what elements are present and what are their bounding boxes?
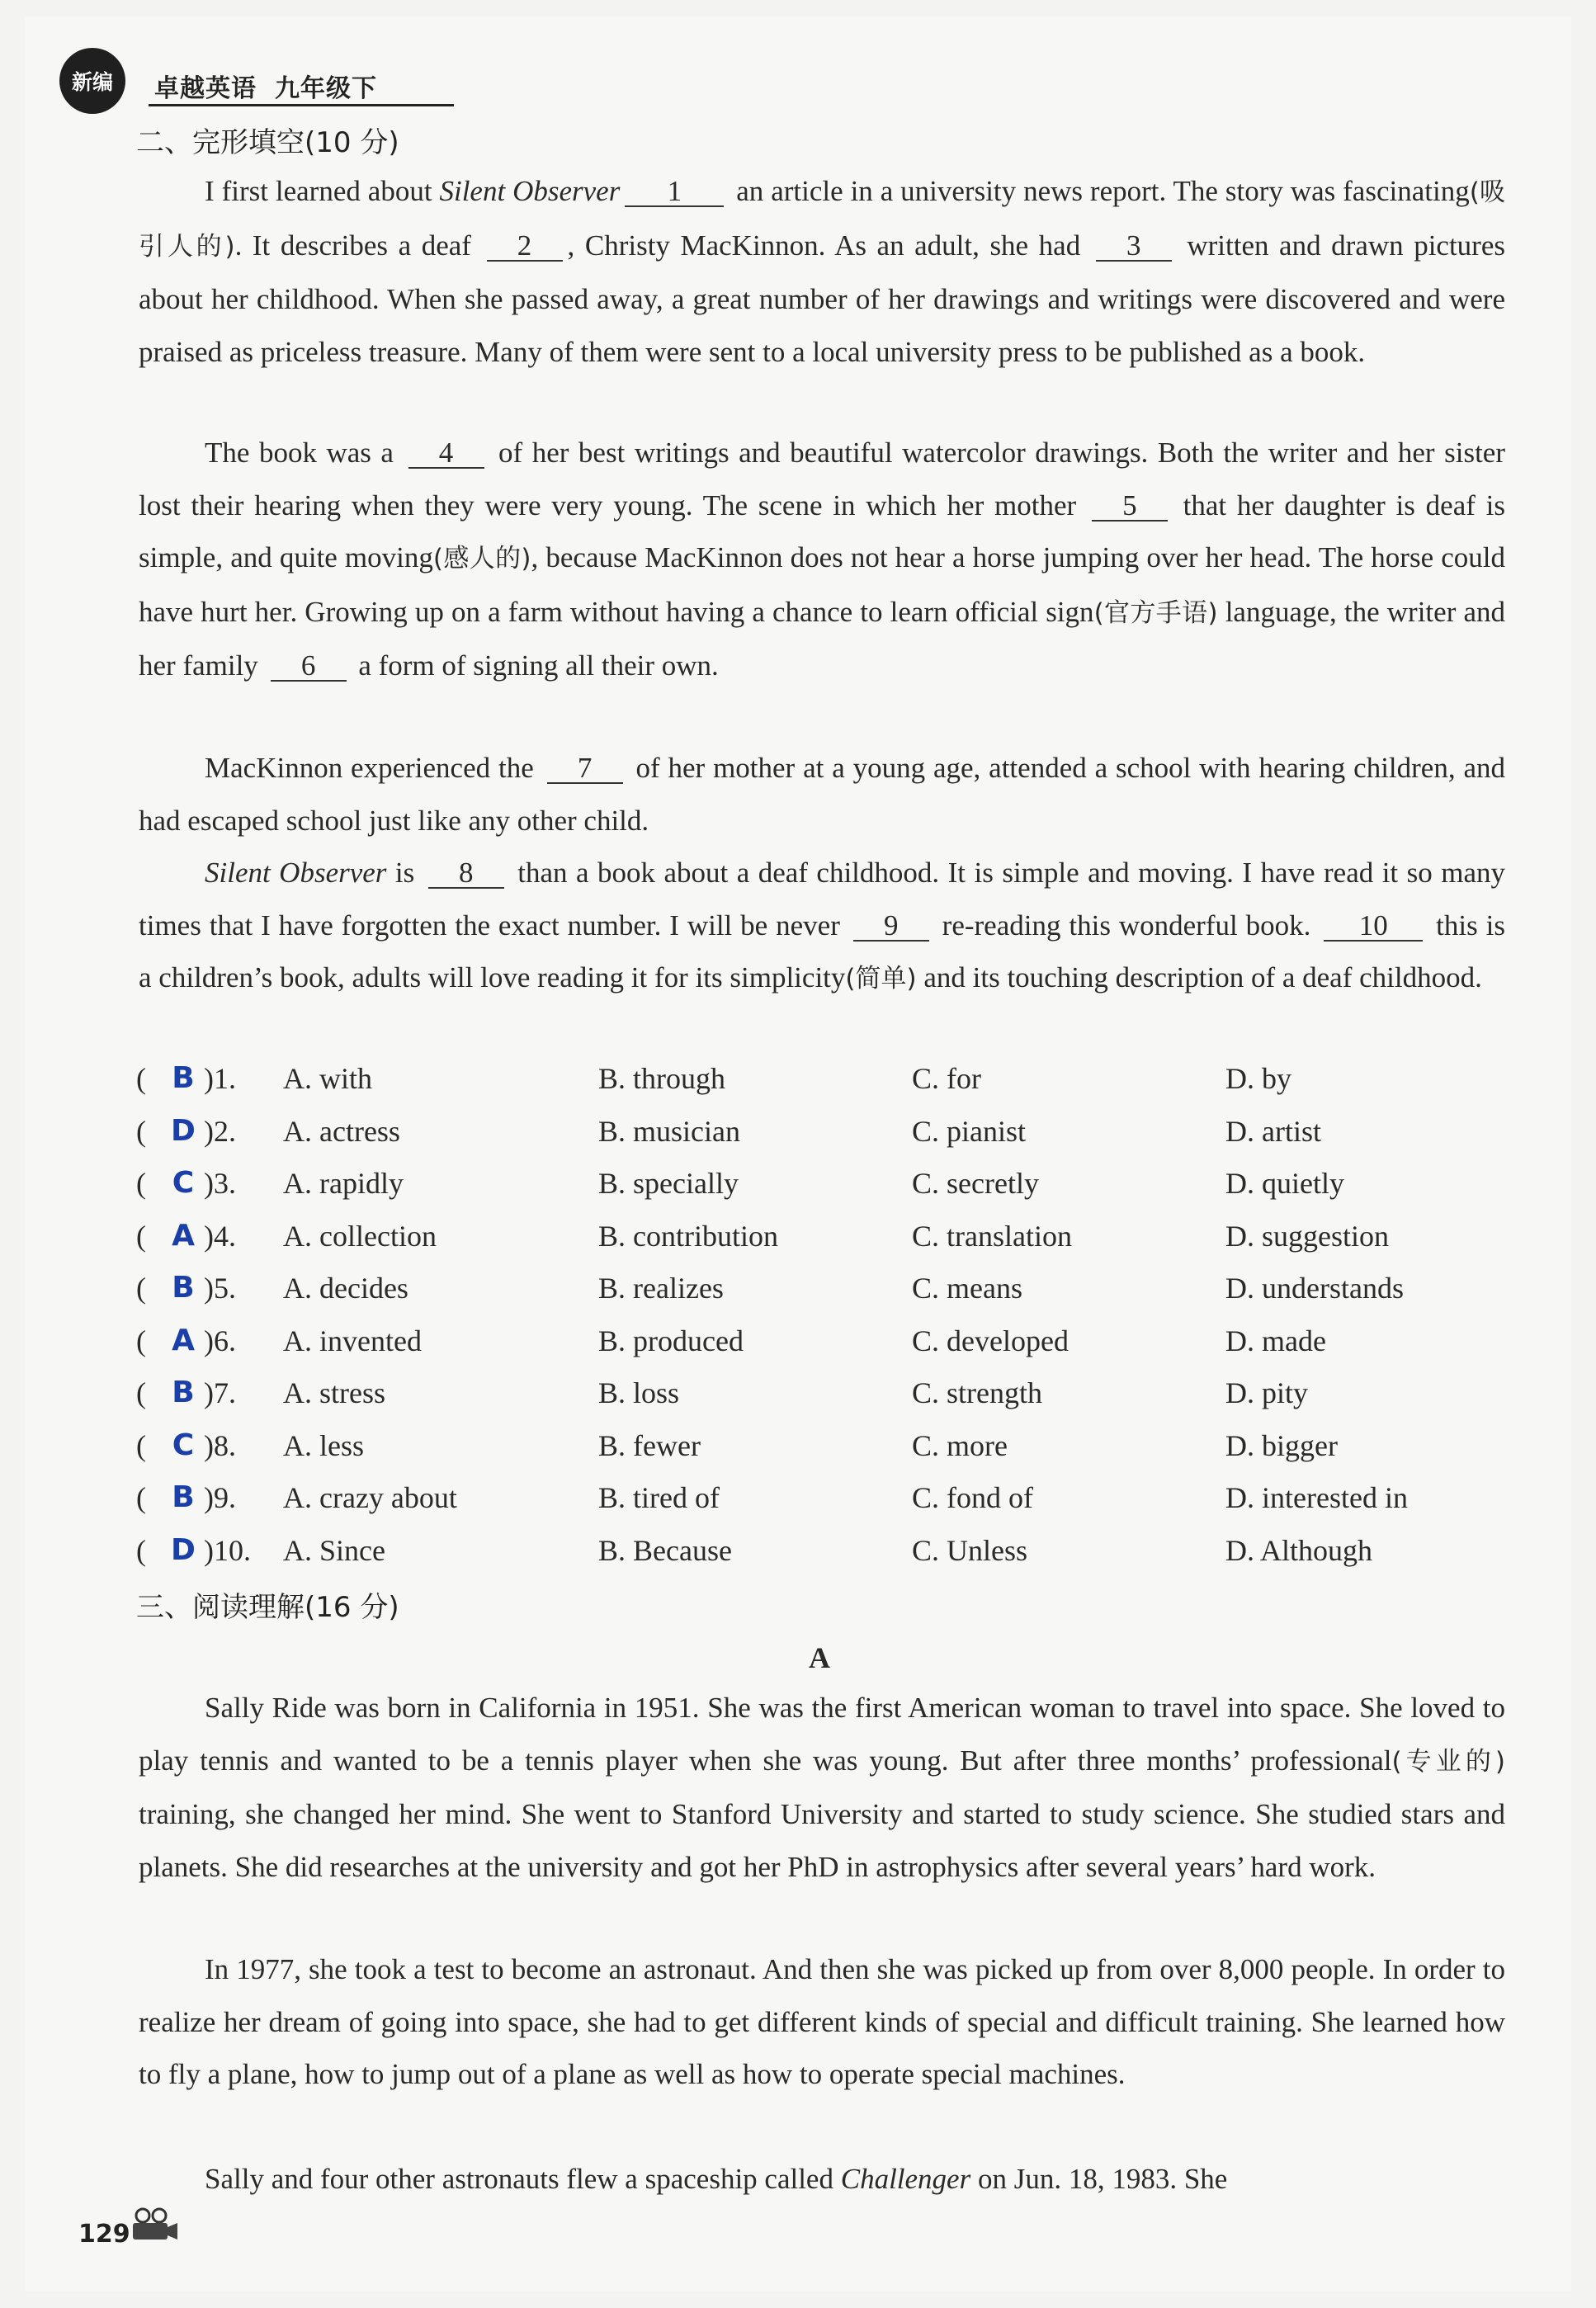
blank-9[interactable]: 9: [853, 912, 929, 942]
choice-d[interactable]: D. interested in: [1225, 1481, 1408, 1514]
choice-d[interactable]: D. quietly: [1225, 1167, 1344, 1200]
choice-b[interactable]: B. specially: [598, 1167, 739, 1200]
choice-b[interactable]: B. fewer: [598, 1428, 701, 1462]
choice-d[interactable]: D. understands: [1225, 1272, 1404, 1305]
choice-a[interactable]: A. invented: [283, 1324, 422, 1357]
choice-a[interactable]: A. actress: [283, 1114, 400, 1148]
choice-a[interactable]: A. with: [283, 1062, 372, 1095]
grade-label: 九年级下: [275, 74, 377, 103]
blank-7[interactable]: 7: [547, 754, 623, 784]
choice-c[interactable]: C. secretly: [912, 1167, 1039, 1200]
film-camera-icon: [128, 2207, 179, 2242]
section-title-cloze: 二、完形填空(10 分): [136, 126, 399, 159]
choice-a[interactable]: A. crazy about: [283, 1481, 457, 1514]
choice-c[interactable]: C. Unless: [912, 1533, 1028, 1567]
answer-mark[interactable]: B: [172, 1061, 195, 1095]
answer-mark[interactable]: C: [172, 1166, 195, 1200]
option-row: ( B )7. A. stress B. loss C. strength D. pity: [136, 1376, 1309, 1409]
choice-d[interactable]: D. made: [1225, 1324, 1326, 1357]
choice-c[interactable]: C. fond of: [912, 1481, 1033, 1514]
choice-d[interactable]: D. bigger: [1225, 1428, 1338, 1462]
choice-a[interactable]: A. Since: [283, 1533, 385, 1567]
series-logo: 新编: [59, 48, 125, 114]
choice-b[interactable]: B. loss: [598, 1376, 680, 1409]
blank-10[interactable]: 10: [1324, 912, 1423, 942]
blank-6[interactable]: 6: [271, 652, 347, 682]
option-row: ( A )4. A. collection B. contribution C. translation D. suggestion: [136, 1218, 1389, 1253]
choice-d[interactable]: D. by: [1225, 1062, 1291, 1095]
choice-c[interactable]: C. developed: [912, 1324, 1069, 1357]
answer-mark[interactable]: B: [172, 1480, 195, 1514]
page-header: [59, 48, 406, 114]
cloze-options: [136, 1056, 1539, 1580]
book-title: 卓越英语 九年级下: [154, 74, 377, 103]
answer-mark[interactable]: C: [172, 1428, 195, 1462]
blank-4[interactable]: 4: [408, 439, 484, 469]
page-number: 129: [78, 2220, 130, 2249]
cloze-paragraph-1: I first learned about Silent Observer 1 an article in a university news report. The story was fascinating(吸引人的). It describes a deaf 2 , Christy MacKinnon. As an adult, she had 3 written and drawn pictures about her childhood. When she passed away, a great number of her drawings and writings were discovered and were praised as priceless treasure. Many of them were sent to a local university press to be published as a book.: [139, 175, 1505, 368]
cloze-paragraph-4: Silent Observer is 8 than a book about a deaf childhood. It is simple and moving. I have read it so many times that I have forgotten the exact number. I will be never 9 re-reading this wonderful book. 10 this is a children’s book, adults will love reading it for its simplicity(简单) and its touching description of a deaf childhood.: [139, 857, 1505, 994]
choice-c[interactable]: C. for: [912, 1062, 981, 1095]
choice-c[interactable]: C. strength: [912, 1376, 1042, 1409]
blank-8[interactable]: 8: [428, 859, 504, 889]
cloze-paragraph-2: The book was a 4 of her best writings and beautiful watercolor drawings. Both the writer and her sister lost their hearing when they were very young. The scene in which her mother 5 that her daughter is deaf is simple, and quite moving(感人的), because MacKinnon does not hear a horse jumping over her head. The horse could have hurt her. Growing up on a farm without having a chance to learn official sign(官方手语) language, the writer and her family 6 a form of signing all their own.: [139, 437, 1505, 682]
cloze-paragraph-3: MacKinnon experienced the 7 of her mother at a young age, attended a school with hearing children, and had escaped school just like any other child.: [139, 752, 1505, 837]
header-underline: [149, 104, 454, 106]
answer-mark[interactable]: D: [171, 1532, 196, 1567]
option-row: ( B )1. A. with B. through C. for D. by: [136, 1061, 1291, 1095]
choice-b[interactable]: B. contribution: [598, 1219, 778, 1253]
answer-mark[interactable]: D: [171, 1113, 196, 1148]
option-row: ( C )8. A. less B. fewer C. more D. bigger: [136, 1428, 1338, 1462]
choice-a[interactable]: A. decides: [283, 1272, 408, 1305]
choice-b[interactable]: B. musician: [598, 1114, 740, 1148]
option-row: ( B )5. A. decides B. realizes C. means D. understands: [136, 1271, 1404, 1305]
choice-d[interactable]: D. pity: [1225, 1376, 1309, 1409]
choice-c[interactable]: C. more: [912, 1428, 1008, 1462]
answer-mark[interactable]: B: [172, 1271, 195, 1305]
choice-a[interactable]: A. collection: [283, 1219, 437, 1253]
option-row: ( D )10. A. Since B. Because C. Unless D. Although: [136, 1532, 1373, 1567]
choice-a[interactable]: A. rapidly: [283, 1167, 404, 1200]
choice-d[interactable]: D. artist: [1225, 1114, 1321, 1148]
option-row: ( A )6. A. invented B. produced C. developed D. made: [136, 1323, 1326, 1357]
choice-c[interactable]: C. pianist: [912, 1114, 1027, 1148]
option-row: ( C )3. A. rapidly B. specially C. secretly D. quietly: [136, 1166, 1344, 1200]
choice-c[interactable]: C. translation: [912, 1219, 1072, 1253]
choice-a[interactable]: A. stress: [283, 1376, 385, 1409]
blank-1[interactable]: 1: [625, 177, 724, 207]
answer-mark[interactable]: A: [172, 1323, 195, 1357]
choice-c[interactable]: C. means: [912, 1272, 1022, 1305]
option-row: ( D )2. A. actress B. musician C. pianist D. artist: [136, 1113, 1321, 1148]
choice-b[interactable]: B. realizes: [598, 1272, 724, 1305]
answer-mark[interactable]: B: [172, 1376, 195, 1409]
blank-2[interactable]: 2: [487, 232, 563, 262]
choice-d[interactable]: D. Although: [1225, 1533, 1373, 1567]
answer-mark[interactable]: A: [172, 1218, 195, 1253]
choice-d[interactable]: D. suggestion: [1225, 1219, 1389, 1253]
option-row: ( B )9. A. crazy about B. tired of C. fond of D. interested in: [136, 1480, 1408, 1514]
reading-paragraph-3: Sally and four other astronauts flew a spaceship called Challenger on Jun. 18, 1983. She: [205, 2163, 1228, 2195]
choice-b[interactable]: B. Because: [598, 1533, 732, 1567]
choice-b[interactable]: B. produced: [598, 1324, 744, 1357]
choice-b[interactable]: B. tired of: [598, 1481, 720, 1514]
section-title-reading: 三、阅读理解(16 分): [136, 1591, 399, 1624]
blank-3[interactable]: 3: [1096, 232, 1172, 262]
blank-5[interactable]: 5: [1092, 492, 1168, 522]
reading-paragraph-1: Sally Ride was born in California in 1951. She was the first American woman to travel into space. She loved to play tennis and wanted to be a tennis player when she was young. But after three months’ professional(专业的) training, she changed her mind. She went to Stanford University and started to study science. She studied stars and planets. She did researches at the university and got her PhD in astrophysics after several years’ hard work.: [139, 1692, 1505, 1883]
choice-a[interactable]: A. less: [283, 1428, 364, 1462]
reading-paragraph-2: In 1977, she took a test to become an astronaut. And then she was picked up from over 8,000 people. In order to realize her dream of going into space, she had to get different kinds of special and difficult training. She learned how to fly a plane, how to jump out of a plane as well as how to operate special machines.: [139, 1953, 1505, 2090]
choice-b[interactable]: B. through: [598, 1062, 726, 1095]
passage-label: A: [809, 1641, 830, 1674]
